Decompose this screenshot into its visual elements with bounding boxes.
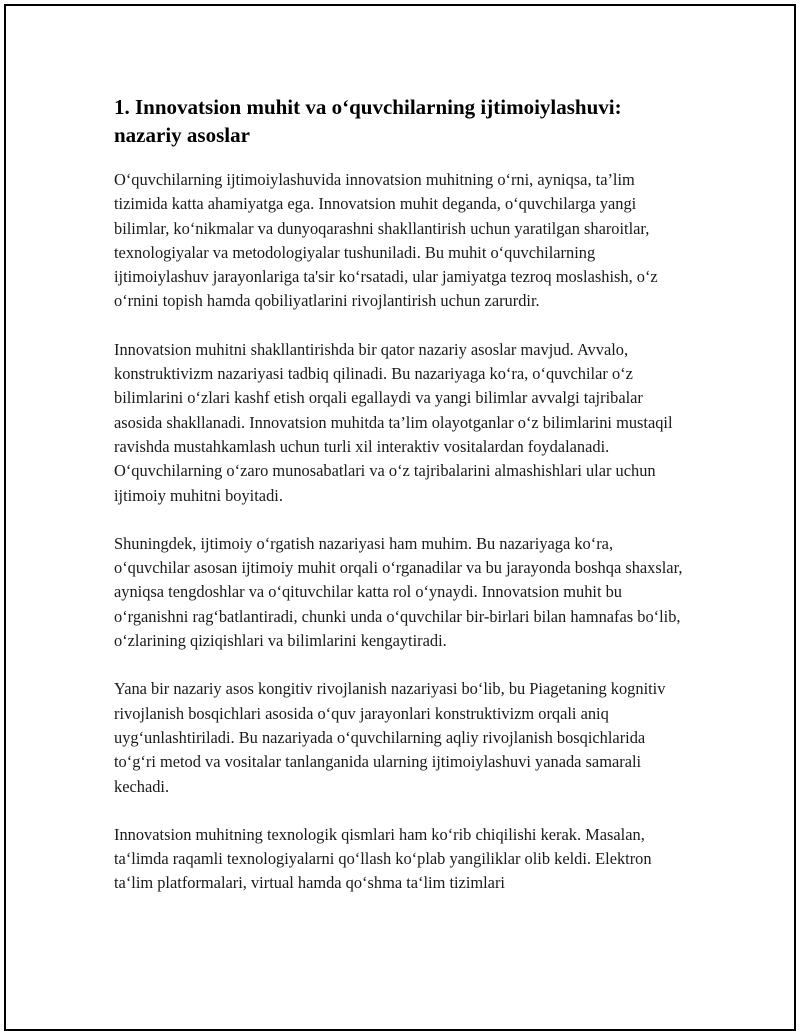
paragraph-5: Innovatsion muhitning texnologik qismlari ham ko‘rib chiqilishi kerak. Masalan, ta‘limda raqamli texnologiyalarni qo‘llash ko‘plab yangiliklar olib keldi. Elektron ta‘lim platformalari, virtual hamda qo‘shma ta‘lim tizimlari xyxy=(114,824,652,893)
paragraph-1: O‘quvchilarning ijtimoiylashuvida innovatsion muhitning o‘rni, ayniqsa, ta’lim tizimida katta ahamiyatga ega. Innovatsion muhit deganda, o‘quvchilarga yangi bilimlar, ko‘nikmalar va dunyoqarashni shakllantirish uchun yaratilgan sharoitlar, texnologiyalar va metodologiyalar tushuniladi. Bu muhit o‘quvchilarning ijtimoiylashuv jarayonlariga ta'sir ko‘rsatadi, ular jamiyatga tezroq moslashish, o‘z o‘rnini topish hamda qobiliyatlarini rivojlantirish uchun zarurdir. xyxy=(114,170,658,311)
paragraph-4: Yana bir nazariy asos kongitiv rivojlanish nazariyasi bo‘lib, bu Piagetaning kognitiv rivojlanish bosqichlari asosida o‘quv jarayonlari konstruktivizm orqali aniq uyg‘unlashtiriladi. Bu nazariyada o‘quvchilarning aqliy rivojlanish bosqichlarida to‘g‘ri metod va vositalar tanlanganida ularning ijtimoiylashuvi yanada samarali kechadi. xyxy=(114,679,666,796)
document-body xyxy=(114,93,686,920)
section-heading: 1. Innovatsion muhit va o‘quvchilarning ijtimoiylashuvi: nazariy asoslar xyxy=(114,95,622,147)
paragraph-2: Innovatsion muhitni shakllantirishda bir qator nazariy asoslar mavjud. Avvalo, konstruktivizm nazariyasi tadbiq qilinadi. Bu nazariyaga ko‘ra, o‘quvchilar o‘z bilimlarini o‘zlari kashf etish orqali egallaydi va yangi bilimlar avvalgi tajribalar asosida shakllanadi. Innovatsion muhitda ta’lim olayotganlar o‘z bilimlarini mustaqil ravishda mustahkamlash uchun turli xil interaktiv vositalardan foydalanadi. O‘quvchilarning o‘zaro munosabatlari va o‘z tajribalarini almashishlari ular uchun ijtimoiy muhitni boyitadi. xyxy=(114,339,673,505)
paragraph-3: Shuningdek, ijtimoiy o‘rgatish nazariyasi ham muhim. Bu nazariyaga ko‘ra, o‘quvchilar asosan ijtimoiy muhit orqali o‘rganadilar va bu jarayonda boshqa shaxslar, ayniqsa tengdoshlar va o‘qituvchilar katta rol o‘ynaydi. Innovatsion muhit bu o‘rganishni rag‘batlantiradi, chunki unda o‘quvchilar bir-birlari bilan hamnafas bo‘lib, o‘zlarining qiziqishlari va bilimlarini kengaytiradi. xyxy=(114,533,683,651)
